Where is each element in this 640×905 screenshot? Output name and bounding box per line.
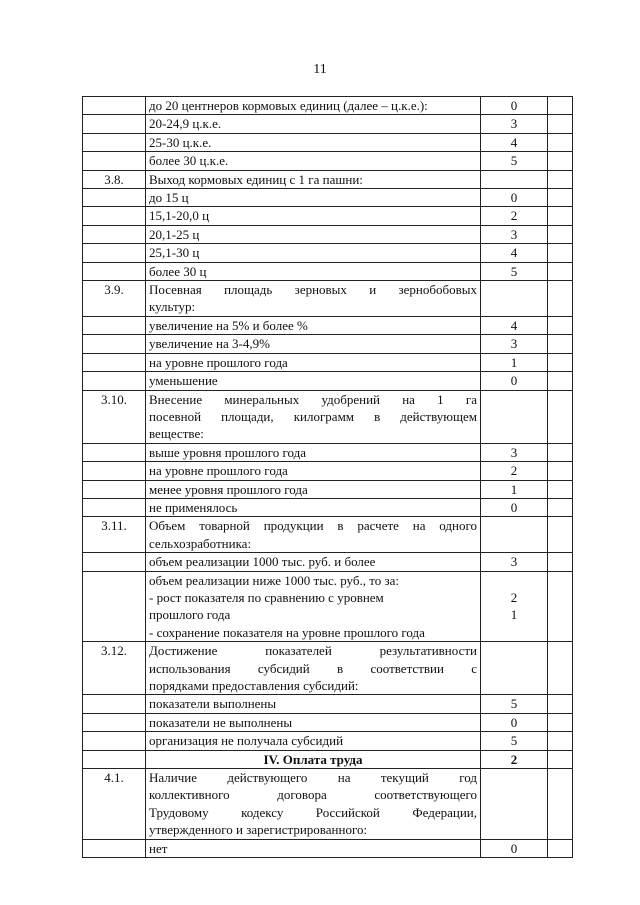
item-score xyxy=(481,769,548,840)
table-row xyxy=(83,189,573,207)
extra-cell xyxy=(548,97,573,115)
item-score: 4 xyxy=(481,316,548,334)
table-row xyxy=(83,115,573,133)
description-line: коллективного договора соответствующего xyxy=(149,787,477,803)
item-description: 25-30 ц.к.е. xyxy=(146,133,481,151)
table-row xyxy=(83,170,573,188)
item-description: уменьшение xyxy=(146,372,481,390)
extra-cell xyxy=(548,571,573,642)
table-row xyxy=(83,97,573,115)
score-line xyxy=(484,624,544,641)
table-row xyxy=(83,443,573,461)
table-row xyxy=(83,225,573,243)
extra-cell xyxy=(548,839,573,857)
item-score xyxy=(481,281,548,317)
description-line: Трудовому кодексу Российской Федерации, xyxy=(149,804,477,820)
item-number: 3.10. xyxy=(83,390,146,443)
extra-cell xyxy=(548,517,573,553)
table-row xyxy=(83,281,573,317)
extra-cell xyxy=(548,115,573,133)
item-score: 3 xyxy=(481,225,548,243)
item-number xyxy=(83,713,146,731)
item-score: 4 xyxy=(481,133,548,151)
page-number: 11 xyxy=(313,62,327,77)
description-line: утвержденного и зарегистрированного: xyxy=(149,822,368,838)
description-line: - сохранение показателя на уровне прошлого года xyxy=(149,624,425,640)
item-description: показатели не выполнены xyxy=(146,713,481,731)
item-score: 0 xyxy=(481,189,548,207)
item-number: 3.12. xyxy=(83,642,146,695)
item-number xyxy=(83,244,146,262)
extra-cell xyxy=(548,207,573,225)
item-description: 20-24,9 ц.к.е. xyxy=(146,115,481,133)
extra-cell xyxy=(548,642,573,695)
table-row xyxy=(83,262,573,280)
item-description: показатели выполнены xyxy=(146,695,481,713)
item-number: 4.1. xyxy=(83,769,146,840)
item-number xyxy=(83,732,146,750)
item-score: 0 xyxy=(481,498,548,516)
item-description: до 15 ц xyxy=(146,189,481,207)
table-row xyxy=(83,390,573,443)
item-score xyxy=(481,642,548,695)
item-score xyxy=(481,571,548,642)
item-number xyxy=(83,262,146,280)
item-number xyxy=(83,133,146,151)
item-score xyxy=(481,170,548,188)
item-score: 1 xyxy=(481,480,548,498)
section-score: 2 xyxy=(481,750,548,768)
table-row xyxy=(83,353,573,371)
item-number xyxy=(83,571,146,642)
item-number xyxy=(83,480,146,498)
item-score: 3 xyxy=(481,553,548,571)
score-line: 1 xyxy=(510,607,518,623)
item-score: 3 xyxy=(481,443,548,461)
item-description: на уровне прошлого года xyxy=(146,462,481,480)
description-line: Достижение показателей результативности xyxy=(149,643,477,659)
table-row xyxy=(83,713,573,731)
item-number xyxy=(83,152,146,170)
item-score: 5 xyxy=(481,732,548,750)
item-description: 15,1-20,0 ц xyxy=(146,207,481,225)
score-line xyxy=(484,572,544,589)
item-number: 3.11. xyxy=(83,517,146,553)
item-description: увеличение на 5% и более % xyxy=(146,316,481,334)
extra-cell xyxy=(548,262,573,280)
table-row xyxy=(83,498,573,516)
item-score: 0 xyxy=(481,372,548,390)
extra-cell xyxy=(548,443,573,461)
score-line: 2 xyxy=(510,589,518,605)
item-number xyxy=(83,335,146,353)
extra-cell xyxy=(548,372,573,390)
description-line: использования субсидий в соответствии с xyxy=(149,660,477,676)
description-line: объем реализации ниже 1000 тыс. руб., то за: xyxy=(149,572,400,588)
item-number xyxy=(83,225,146,243)
description-line: посевной площади, килограмм в действующем xyxy=(149,408,477,424)
item-score: 0 xyxy=(481,713,548,731)
extra-cell xyxy=(548,713,573,731)
table-row xyxy=(83,152,573,170)
item-description: организация не получала субсидий xyxy=(146,732,481,750)
table-row xyxy=(83,553,573,571)
item-description: менее уровня прошлого года xyxy=(146,480,481,498)
item-score: 3 xyxy=(481,335,548,353)
item-score: 2 xyxy=(481,462,548,480)
item-description xyxy=(146,517,481,553)
item-score: 2 xyxy=(481,207,548,225)
item-number: 3.9. xyxy=(83,281,146,317)
item-score: 0 xyxy=(481,839,548,857)
table-row xyxy=(83,207,573,225)
extra-cell xyxy=(548,281,573,317)
extra-cell xyxy=(548,390,573,443)
item-description: 20,1-25 ц xyxy=(146,225,481,243)
item-description: более 30 ц xyxy=(146,262,481,280)
item-description: Выход кормовых единиц с 1 га пашни: xyxy=(146,170,481,188)
item-description: выше уровня прошлого года xyxy=(146,443,481,461)
description-line: - рост показателя по сравнению с уровнем xyxy=(149,589,384,605)
table-row xyxy=(83,732,573,750)
extra-cell xyxy=(548,335,573,353)
table-row xyxy=(83,316,573,334)
description-line: Посевная площадь зерновых и зернобобовых xyxy=(149,282,477,298)
item-description xyxy=(146,769,481,840)
item-number xyxy=(83,553,146,571)
item-description: до 20 центнеров кормовых единиц (далее – ц.к.е.): xyxy=(146,97,481,115)
extra-cell xyxy=(548,189,573,207)
extra-cell xyxy=(548,553,573,571)
item-description: на уровне прошлого года xyxy=(146,353,481,371)
table-row xyxy=(83,480,573,498)
table-row xyxy=(83,695,573,713)
table-row xyxy=(83,571,573,642)
extra-cell xyxy=(548,769,573,840)
description-line: веществе: xyxy=(149,426,204,442)
extra-cell xyxy=(548,353,573,371)
item-score xyxy=(481,390,548,443)
criteria-table xyxy=(82,96,573,858)
item-score: 3 xyxy=(481,115,548,133)
description-line: порядками предоставления субсидий: xyxy=(149,678,359,693)
item-description xyxy=(146,642,481,695)
item-description xyxy=(146,571,481,642)
description-line: Объем товарной продукции в расчете на одного xyxy=(149,518,477,534)
item-description: 25,1-30 ц xyxy=(146,244,481,262)
item-description: нет xyxy=(146,839,481,857)
item-number xyxy=(83,316,146,334)
table-row xyxy=(83,335,573,353)
table-row xyxy=(83,839,573,857)
item-number xyxy=(83,695,146,713)
extra-cell xyxy=(548,695,573,713)
item-number xyxy=(83,207,146,225)
extra-cell xyxy=(548,152,573,170)
extra-cell xyxy=(548,462,573,480)
item-score xyxy=(481,517,548,553)
item-number xyxy=(83,115,146,133)
extra-cell xyxy=(548,170,573,188)
section-title: IV. Оплата труда xyxy=(146,750,481,768)
section-num-cell xyxy=(83,750,146,768)
table-row xyxy=(83,133,573,151)
item-score: 1 xyxy=(481,353,548,371)
item-number xyxy=(83,443,146,461)
item-number xyxy=(83,462,146,480)
item-number xyxy=(83,372,146,390)
item-description xyxy=(146,390,481,443)
description-line: сельхозработника: xyxy=(149,535,252,551)
item-description: увеличение на 3-4,9% xyxy=(146,335,481,353)
table-row xyxy=(83,517,573,553)
item-description: объем реализации 1000 тыс. руб. и более xyxy=(146,553,481,571)
extra-cell xyxy=(548,225,573,243)
description-line: прошлого года xyxy=(149,607,231,623)
description-line: культур: xyxy=(149,299,196,315)
item-score: 0 xyxy=(481,97,548,115)
item-score: 4 xyxy=(481,244,548,262)
extra-cell xyxy=(548,732,573,750)
table-row xyxy=(83,462,573,480)
table-row xyxy=(83,642,573,695)
table-row xyxy=(83,244,573,262)
table-row xyxy=(83,372,573,390)
extra-cell xyxy=(548,244,573,262)
item-number xyxy=(83,353,146,371)
item-number xyxy=(83,839,146,857)
item-score: 5 xyxy=(481,152,548,170)
extra-cell xyxy=(548,133,573,151)
table-row xyxy=(83,769,573,840)
item-number: 3.8. xyxy=(83,170,146,188)
extra-cell xyxy=(548,480,573,498)
section-row xyxy=(83,750,573,768)
extra-cell xyxy=(548,316,573,334)
description-line: Внесение минеральных удобрений на 1 га xyxy=(149,391,477,407)
item-number xyxy=(83,97,146,115)
item-description: более 30 ц.к.е. xyxy=(146,152,481,170)
item-number xyxy=(83,189,146,207)
item-score: 5 xyxy=(481,695,548,713)
description-line: Наличие действующего на текущий год xyxy=(149,770,477,786)
item-score: 5 xyxy=(481,262,548,280)
item-description: не применялось xyxy=(146,498,481,516)
extra-cell xyxy=(548,498,573,516)
item-number xyxy=(83,498,146,516)
item-description xyxy=(146,281,481,317)
extra-cell xyxy=(548,750,573,768)
